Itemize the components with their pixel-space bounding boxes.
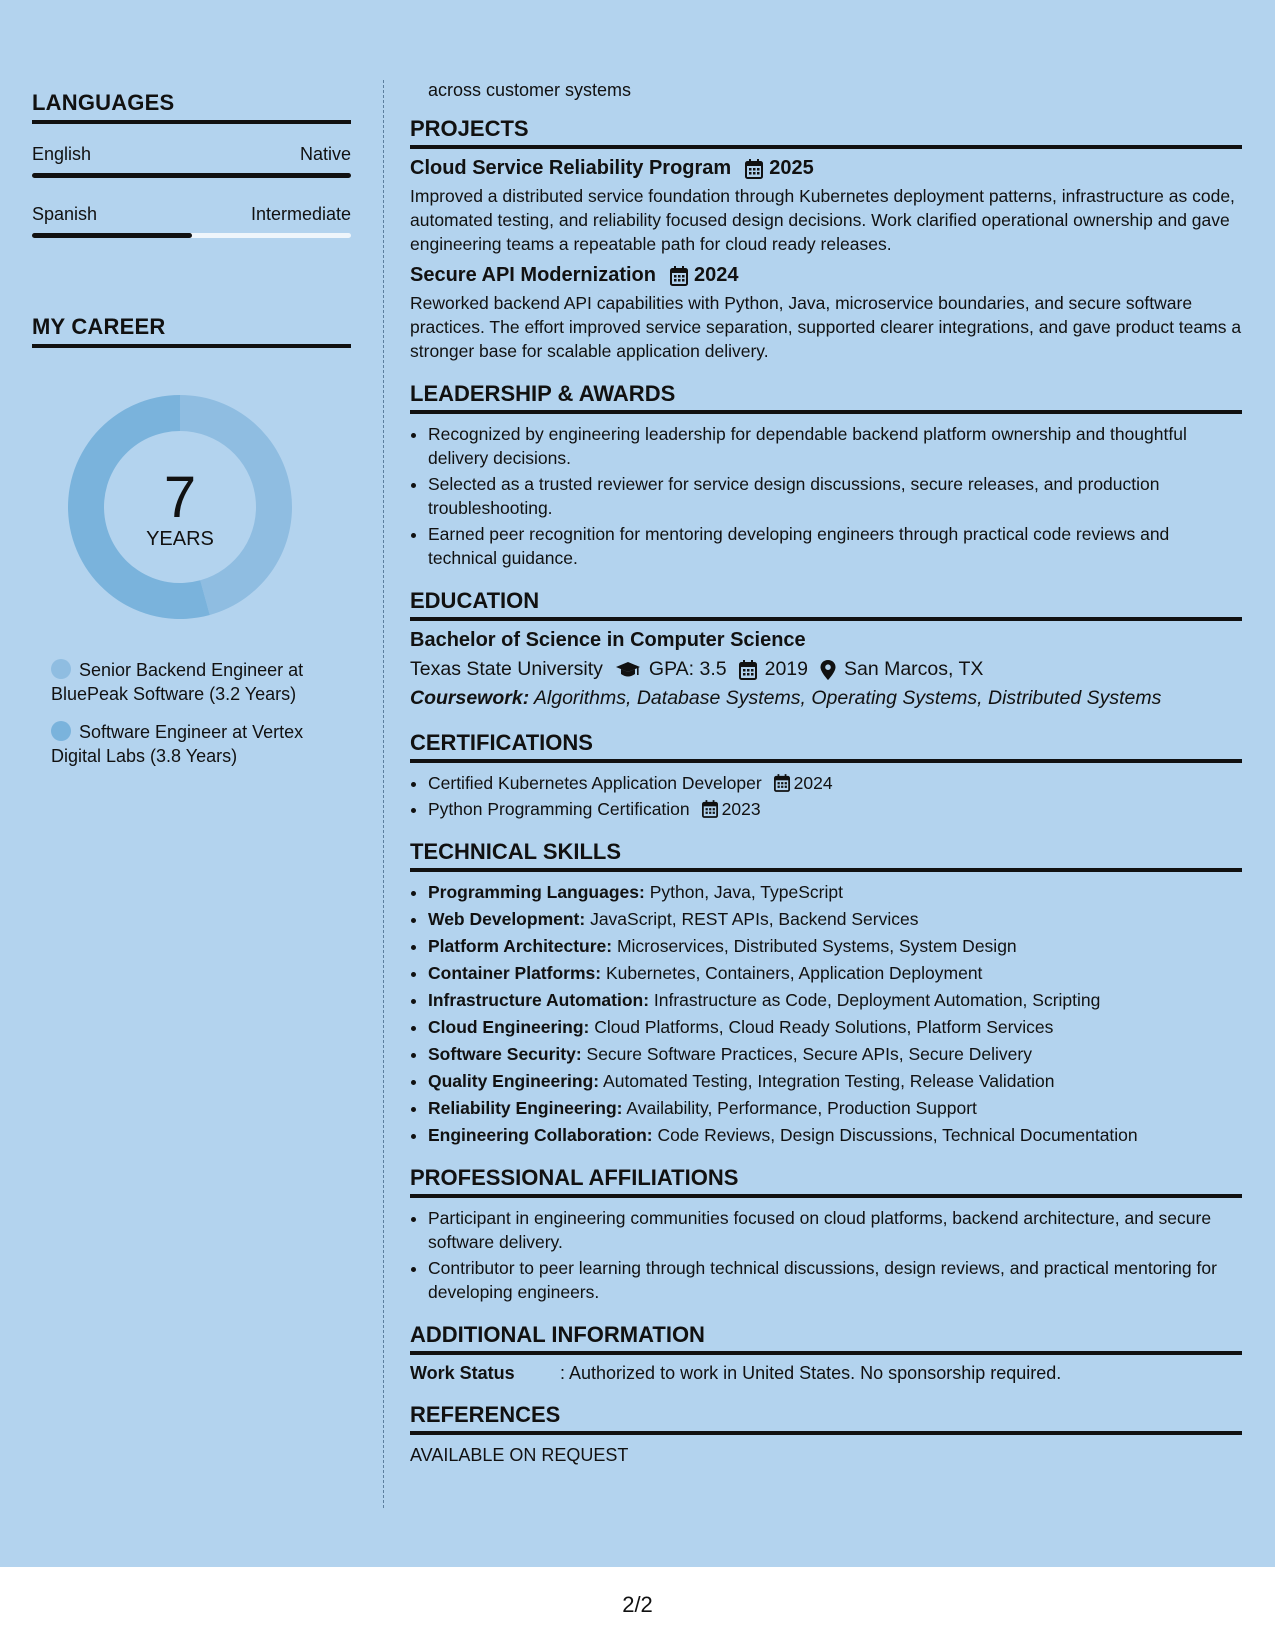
skill-label: Reliability Engineering: <box>428 1098 623 1118</box>
project-title-row <box>410 264 1242 287</box>
calendar-icon <box>670 266 688 286</box>
coursework <box>410 687 1242 710</box>
school-location: San Marcos, TX <box>843 658 984 680</box>
language-row <box>32 144 351 165</box>
skills-list <box>410 880 1242 1147</box>
list-item <box>428 1015 1242 1039</box>
references-text: AVAILABLE ON REQUEST <box>410 1445 629 1465</box>
cert-year: 2023 <box>721 799 761 819</box>
skill-value: Cloud Platforms, Cloud Ready Solutions, Platform Services <box>589 1017 1054 1037</box>
certifications-list <box>410 771 1242 821</box>
projects-heading: PROJECTS <box>410 116 1242 149</box>
list-item: • Participant in engineering communities focused on cloud platforms, backend architecture, and secure software delivery. <box>428 1206 1242 1254</box>
list-item <box>428 988 1242 1012</box>
list-item <box>428 1096 1242 1120</box>
skill-value: Microservices, Distributed Systems, System Design <box>612 936 1017 956</box>
language-proficiency-bar <box>32 233 351 238</box>
skill-value: JavaScript, REST APIs, Backend Services <box>585 909 919 929</box>
project-item <box>410 264 1242 363</box>
legend-item <box>51 658 351 706</box>
list-item: • Earned peer recognition for mentoring developing engineers through practical code reviews and technical guidance. <box>428 522 1242 570</box>
legend-item <box>51 720 351 768</box>
project-title: Secure API Modernization <box>410 264 656 286</box>
list-item: • Contributor to peer learning through technical discussions, design reviews, and practical mentoring for developing engineers. <box>428 1256 1242 1304</box>
leadership-heading: LEADERSHIP & AWARDS <box>410 381 1242 414</box>
cert-name: • Certified Kubernetes Application Developer <box>428 773 762 793</box>
list-item <box>428 1123 1242 1147</box>
calendar-icon <box>774 774 790 792</box>
project-title: Cloud Service Reliability Program <box>410 157 732 179</box>
skill-label: Cloud Engineering: <box>428 1017 590 1037</box>
skill-value: Secure Software Practices, Secure APIs, Secure Delivery <box>581 1044 1032 1064</box>
list-item <box>428 1042 1242 1066</box>
legend-dot <box>51 721 71 741</box>
skill-value: Automated Testing, Integration Testing, Release Validation <box>599 1071 1055 1091</box>
gpa: GPA: 3.5 <box>648 658 727 680</box>
list-item: • Selected as a trusted reviewer for service design discussions, secure releases, and production troubleshooting. <box>428 472 1242 520</box>
project-title-row <box>410 157 1242 180</box>
education-meta <box>410 658 1242 681</box>
list-item <box>428 934 1242 958</box>
list-item <box>428 771 1242 795</box>
graduation-cap-icon <box>615 661 641 679</box>
cert-line <box>428 797 761 821</box>
list-item <box>428 797 1242 821</box>
legend-label: Software Engineer at Vertex Digital Labs (3.8 Years) <box>51 722 304 766</box>
page-number: 2/2 <box>622 1592 653 1617</box>
left-column <box>32 90 351 782</box>
certifications-heading: CERTIFICATIONS <box>410 730 1242 763</box>
languages-heading: LANGUAGES <box>32 90 351 124</box>
calendar-icon <box>702 800 718 818</box>
project-item <box>410 157 1242 256</box>
list-item <box>428 880 1242 904</box>
career-years-unit: YEARS <box>146 527 214 550</box>
calendar-icon <box>745 159 763 179</box>
career-years-number: 7 <box>163 464 197 530</box>
language-proficiency-bar <box>32 173 351 178</box>
skill-label: Quality Engineering: <box>428 1071 600 1091</box>
right-column <box>410 78 1242 1466</box>
leadership-list <box>410 422 1242 570</box>
column-divider <box>383 80 384 1508</box>
skill-value: Kubernetes, Containers, Application Deployment <box>601 963 983 983</box>
skill-value: Python, Java, TypeScript <box>644 882 843 902</box>
cert-year: 2024 <box>793 773 833 793</box>
list-item <box>428 961 1242 985</box>
language-proficiency-fill <box>32 173 351 178</box>
affiliations-heading: PROFESSIONAL AFFILIATIONS <box>410 1165 1242 1198</box>
language-proficiency-fill <box>32 233 192 238</box>
school-name: Texas State University <box>410 658 603 680</box>
career-heading: MY CAREER <box>32 314 351 348</box>
continued-text: across customer systems <box>428 80 632 100</box>
affiliations-list <box>410 1206 1242 1304</box>
cert-name: • Python Programming Certification <box>428 799 690 819</box>
work-status-label: Work Status <box>410 1363 515 1383</box>
additional-info-heading: ADDITIONAL INFORMATION <box>410 1322 1242 1355</box>
career-donut-chart <box>65 392 295 622</box>
skill-label: Web Development: <box>428 909 586 929</box>
coursework-label: Coursework: <box>410 687 530 709</box>
language-name: English <box>32 144 92 164</box>
language-level: Intermediate <box>250 204 351 224</box>
references-heading: REFERENCES <box>410 1402 1242 1435</box>
career-section <box>32 314 351 768</box>
degree-title: Bachelor of Science in Computer Science <box>410 629 806 651</box>
career-legend <box>51 658 351 768</box>
skill-label: Platform Architecture: <box>428 936 613 956</box>
skills-heading: TECHNICAL SKILLS <box>410 839 1242 872</box>
graduation-year: 2019 <box>764 658 808 680</box>
language-row <box>32 204 351 225</box>
skill-label: Container Platforms: <box>428 963 602 983</box>
project-description: Improved a distributed service foundation through Kubernetes deployment patterns, infrastructure as code, automated testing, and reliability focused design decisions. Work clarified operational ownership and gave engineering teams a repeatable path for cloud ready releases. <box>410 186 1235 254</box>
project-description: Reworked backend API capabilities with Python, Java, microservice boundaries, and secure software practices. The effort improved service separation, supported clearer integrations, and gave product teams a stronger base for scalable application delivery. <box>410 293 1242 361</box>
calendar-icon <box>739 660 757 680</box>
map-pin-icon <box>820 660 836 680</box>
project-year: 2025 <box>769 157 814 179</box>
cert-line <box>428 771 833 795</box>
skill-value: Availability, Performance, Production Support <box>622 1098 977 1118</box>
coursework-list: Algorithms, Database Systems, Operating Systems, Distributed Systems <box>529 687 1162 709</box>
project-year: 2024 <box>693 264 739 286</box>
donut-center <box>65 392 295 622</box>
list-item <box>428 907 1242 931</box>
skill-label: Software Security: <box>428 1044 582 1064</box>
legend-dot <box>51 659 71 679</box>
skill-label: Programming Languages: <box>428 882 645 902</box>
education-heading: EDUCATION <box>410 588 1242 621</box>
list-item <box>428 1069 1242 1093</box>
language-name: Spanish <box>32 204 98 224</box>
skill-label: Infrastructure Automation: <box>428 990 650 1010</box>
work-status-value: : Authorized to work in United States. No sponsorship required. <box>560 1363 1062 1383</box>
list-item: • Recognized by engineering leadership for dependable backend platform ownership and thoughtful delivery decisions. <box>428 422 1242 470</box>
language-level: Native <box>299 144 351 164</box>
work-status-row <box>410 1363 1242 1384</box>
skill-label: Engineering Collaboration: <box>428 1125 653 1145</box>
skill-value: Infrastructure as Code, Deployment Automation, Scripting <box>649 990 1101 1010</box>
skill-value: Code Reviews, Design Discussions, Technical Documentation <box>652 1125 1138 1145</box>
legend-label: Senior Backend Engineer at BluePeak Software (3.2 Years) <box>51 660 304 704</box>
